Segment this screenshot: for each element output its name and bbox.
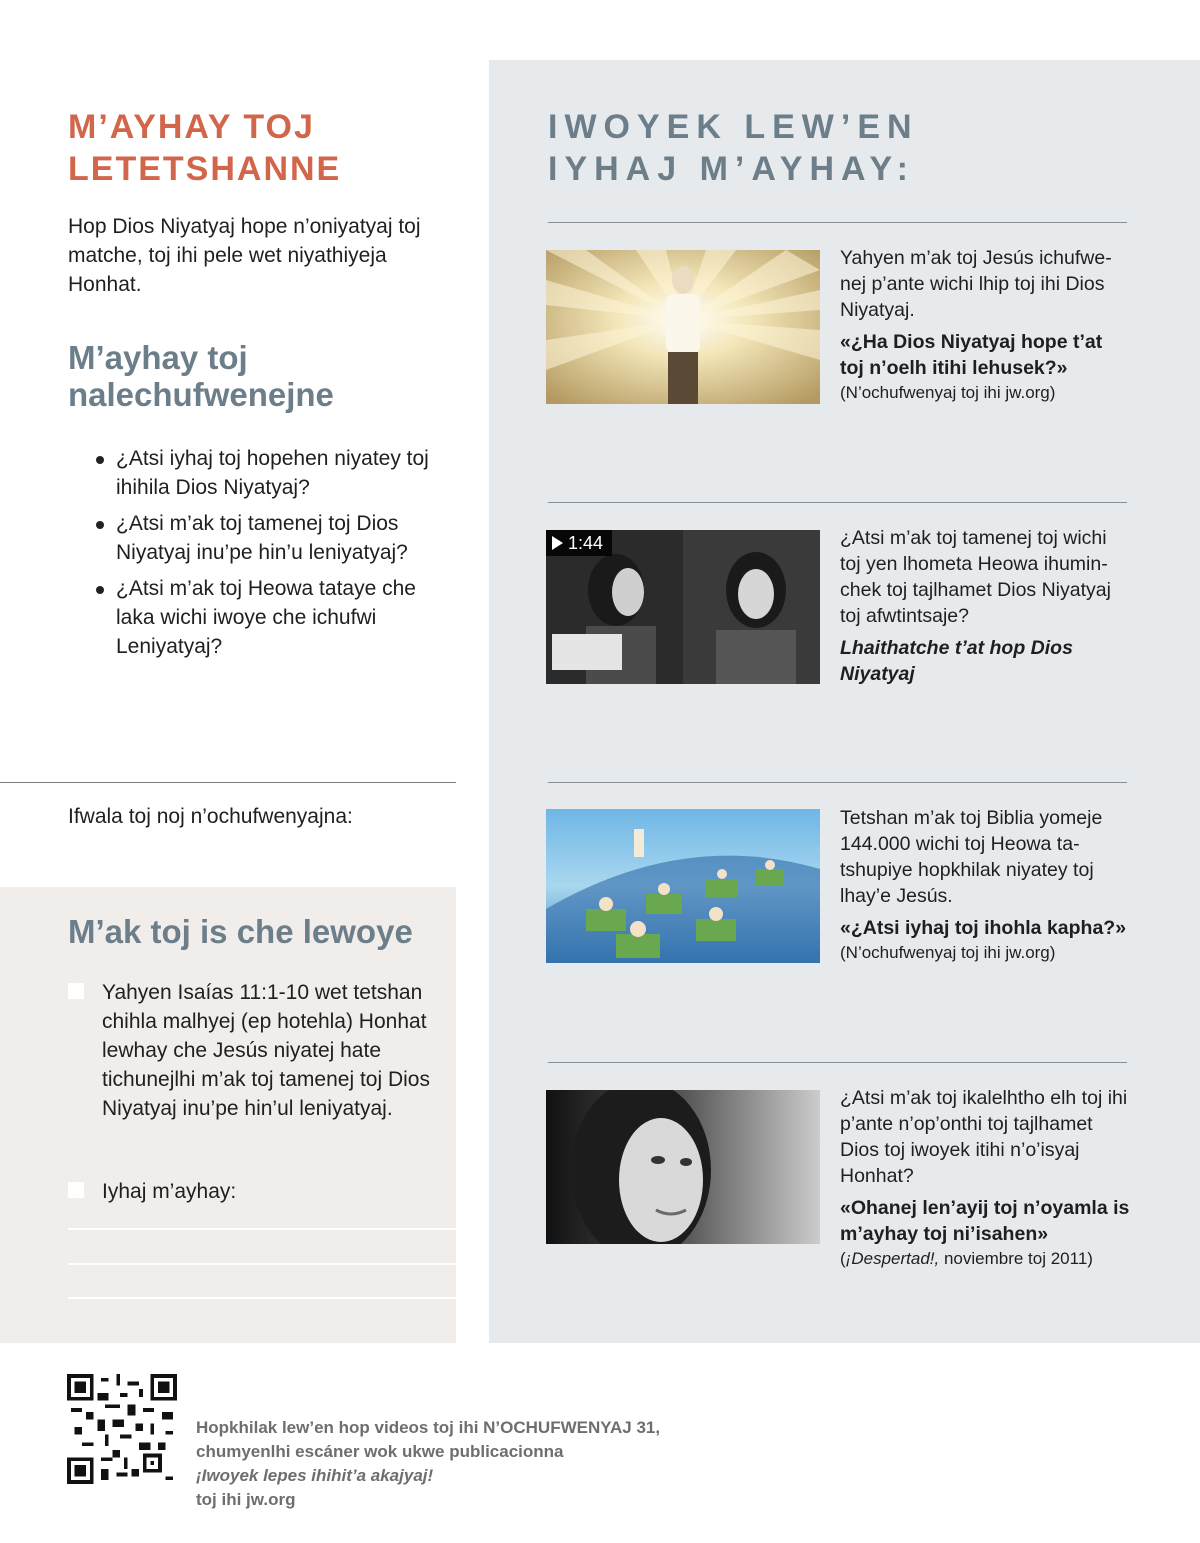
footer-site: toj ihi jw.org [196,1490,296,1509]
resource-link[interactable]: Lhaithatche t’at hop Dios Niyatyaj [840,637,1073,685]
review-heading-line-1: M’ayhay toj [68,339,248,376]
divider [548,782,1127,783]
footer-text [196,1416,716,1512]
explore-heading-line-1: IWOYEK LEW’EN [548,108,919,146]
review-question: ¿Atsi iyhaj toj hopehen niyatey toj ihihila Dios Niyatyaj? [96,444,456,502]
qr-code-icon[interactable] [67,1374,177,1484]
heavenly-kingdom-image [546,809,820,963]
lesson-heading-line-2: LETETSHANNE [68,150,342,188]
resource-link[interactable]: «Ohanej len’ayij toj n’oyamla is m’ayhay toj ni’isahen» [840,1197,1130,1245]
footer-book-title: ¡Iwoyek lepes ihihit’a akajyaj! [196,1466,434,1485]
footer-line-2: chumyenlhi escáner wok ukwe publicacionna [196,1442,564,1461]
divider [0,782,456,783]
resource-item [840,245,1130,405]
article-thumbnail[interactable] [546,1090,820,1244]
todo-heading: M’ak toj is che lewoye [68,913,413,950]
footer-line-1: Hopkhilak lew’en hop videos toj ihi N’OCHUFWENYAJ 31, [196,1418,661,1437]
explore-heading [548,106,919,190]
resource-item [840,805,1130,965]
divider [548,222,1127,223]
resource-source: (N’ochufwenyaj toj ihi jw.org) [840,383,1056,402]
notes-label: Ifwala toj noj n’ochufwenyajna: [68,805,353,828]
resource-description: Yahyen m’ak toj Jesús ichufwenej p’ante wichi lhip toj ihi Dios Niyatyaj. [840,247,1112,321]
resource-source: (N’ochufwenyaj toj ihi jw.org) [840,943,1056,962]
resource-link[interactable]: «¿Ha Dios Niyatyaj hope t’at toj n’oelh itihi lehusek?» [840,331,1103,379]
resource-item [840,525,1130,687]
play-icon [552,536,563,550]
divider [548,1062,1127,1063]
article-thumbnail[interactable] [546,809,820,963]
footer-line-3 [196,1464,716,1512]
review-question: ¿Atsi m’ak toj Heowa tataye che laka wichi iwoye che ichufwi Leniyatyaj? [96,574,456,661]
todo-item [68,978,438,1123]
glowing-person-image [546,250,820,404]
intro-text: Hop Dios Niyatyaj hope n’oniyatyaj toj matche, toj ihi pele wet niyathiyeja Honhat. [68,215,421,296]
article-thumbnail[interactable] [546,250,820,404]
lesson-heading-line-1: M’AYHAY TOJ [68,108,315,146]
source-paren: ( [840,1249,846,1268]
todo-item-text: Iyhaj m’ayhay: [102,1180,237,1203]
source-date: noviembre toj 2011) [939,1249,1093,1268]
source-magazine: ¡Despertad!, [845,1249,940,1268]
lesson-heading [68,106,341,190]
explore-heading-line-2: IYHAJ M’AYHAY: [548,150,915,188]
review-questions [96,444,456,668]
video-duration-badge [546,530,612,556]
writing-line [68,1228,456,1230]
checkbox[interactable] [68,1182,84,1198]
divider [548,502,1127,503]
resource-description: ¿Atsi m’ak toj tamenej toj wichi toj yen lhometa Heowa ihuminchek toj tajlhamet Dios Niyatyaj toj afwtintsaje? [840,527,1111,627]
review-heading [68,339,334,413]
woman-portrait-image [546,1090,820,1244]
resource-description: Tetshan m’ak toj Biblia yomeje 144.000 wichi toj Heowa tatshupiye hopkhilak niyatey toj lhay’e Jesús. [840,807,1103,907]
writing-line [68,1297,456,1299]
resource-source [840,1247,1130,1271]
todo-item [68,1177,438,1206]
todo-item-text: Yahyen Isaías 11:1-10 wet tetshan chihla malhyej (ep hotehla) Honhat lewhay che Jesús niyatej hate tichunejlhi m’ak toj tamenej toj Dios Niyatyaj inu’pe hin’ul leniyatyaj. [102,981,430,1120]
resource-description: ¿Atsi m’ak toj ikalelhtho elh toj ihi p’ante n’op’onthi toj tajlhamet Dios toj iwoyek itihi n’o’isyaj Honhat? [840,1087,1128,1187]
resource-item [840,1085,1130,1271]
video-thumbnail[interactable] [546,530,820,684]
resource-link[interactable]: «¿Atsi iyhaj toj ihohla kapha?» [840,917,1127,939]
writing-line [68,1263,456,1265]
review-heading-line-2: nalechufwenejne [68,376,334,413]
video-duration: 1:44 [568,533,604,553]
checkbox[interactable] [68,983,84,999]
review-question: ¿Atsi m’ak toj tamenej toj Dios Niyatyaj inu’pe hin’u leniyatyaj? [96,509,456,567]
